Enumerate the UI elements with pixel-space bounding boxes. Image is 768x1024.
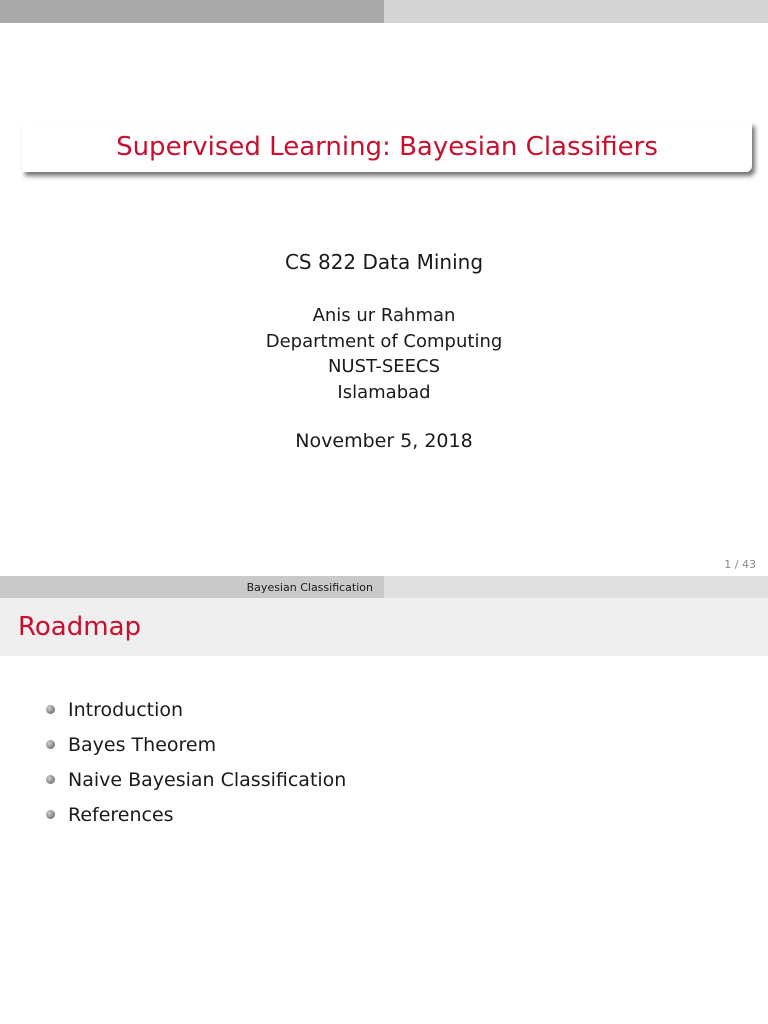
list-item-label: Introduction <box>68 698 184 721</box>
section-nav-left <box>0 576 384 598</box>
list-item <box>46 762 346 797</box>
title-box <box>22 122 752 172</box>
header-bar-right <box>384 0 768 23</box>
header-progress-bar <box>0 0 768 23</box>
bullet-icon <box>46 705 55 714</box>
author-department: Department of Computing <box>265 330 503 352</box>
frame-title: Roadmap <box>18 612 142 642</box>
list-item <box>46 727 346 762</box>
list-item <box>46 797 346 832</box>
roadmap-slide <box>0 576 768 1024</box>
list-item <box>46 692 346 727</box>
bullet-icon <box>46 810 55 819</box>
roadmap-list <box>46 692 346 832</box>
author-name: Anis ur Rahman <box>312 305 456 326</box>
section-label[interactable]: Bayesian Classification <box>246 580 373 594</box>
list-item-label: References <box>68 803 174 826</box>
frame-title-bar <box>0 598 768 656</box>
section-nav-right <box>384 576 768 598</box>
list-item-label: Bayes Theorem <box>68 733 217 756</box>
section-navigation-bar <box>0 576 768 598</box>
author-city: Islamabad <box>337 381 431 403</box>
author-institute: NUST-SEECS <box>327 356 441 377</box>
presentation-title: Supervised Learning: Bayesian Classifiers <box>116 132 658 162</box>
bullet-icon <box>46 775 55 784</box>
author-block <box>0 303 768 405</box>
course-name: CS 822 Data Mining <box>284 250 484 274</box>
header-bar-left <box>0 0 384 23</box>
presentation-date: November 5, 2018 <box>295 430 473 452</box>
list-item-label: Naive Bayesian Classification <box>68 768 347 791</box>
page-number: 1 / 43 <box>724 558 756 571</box>
bullet-icon <box>46 740 55 749</box>
